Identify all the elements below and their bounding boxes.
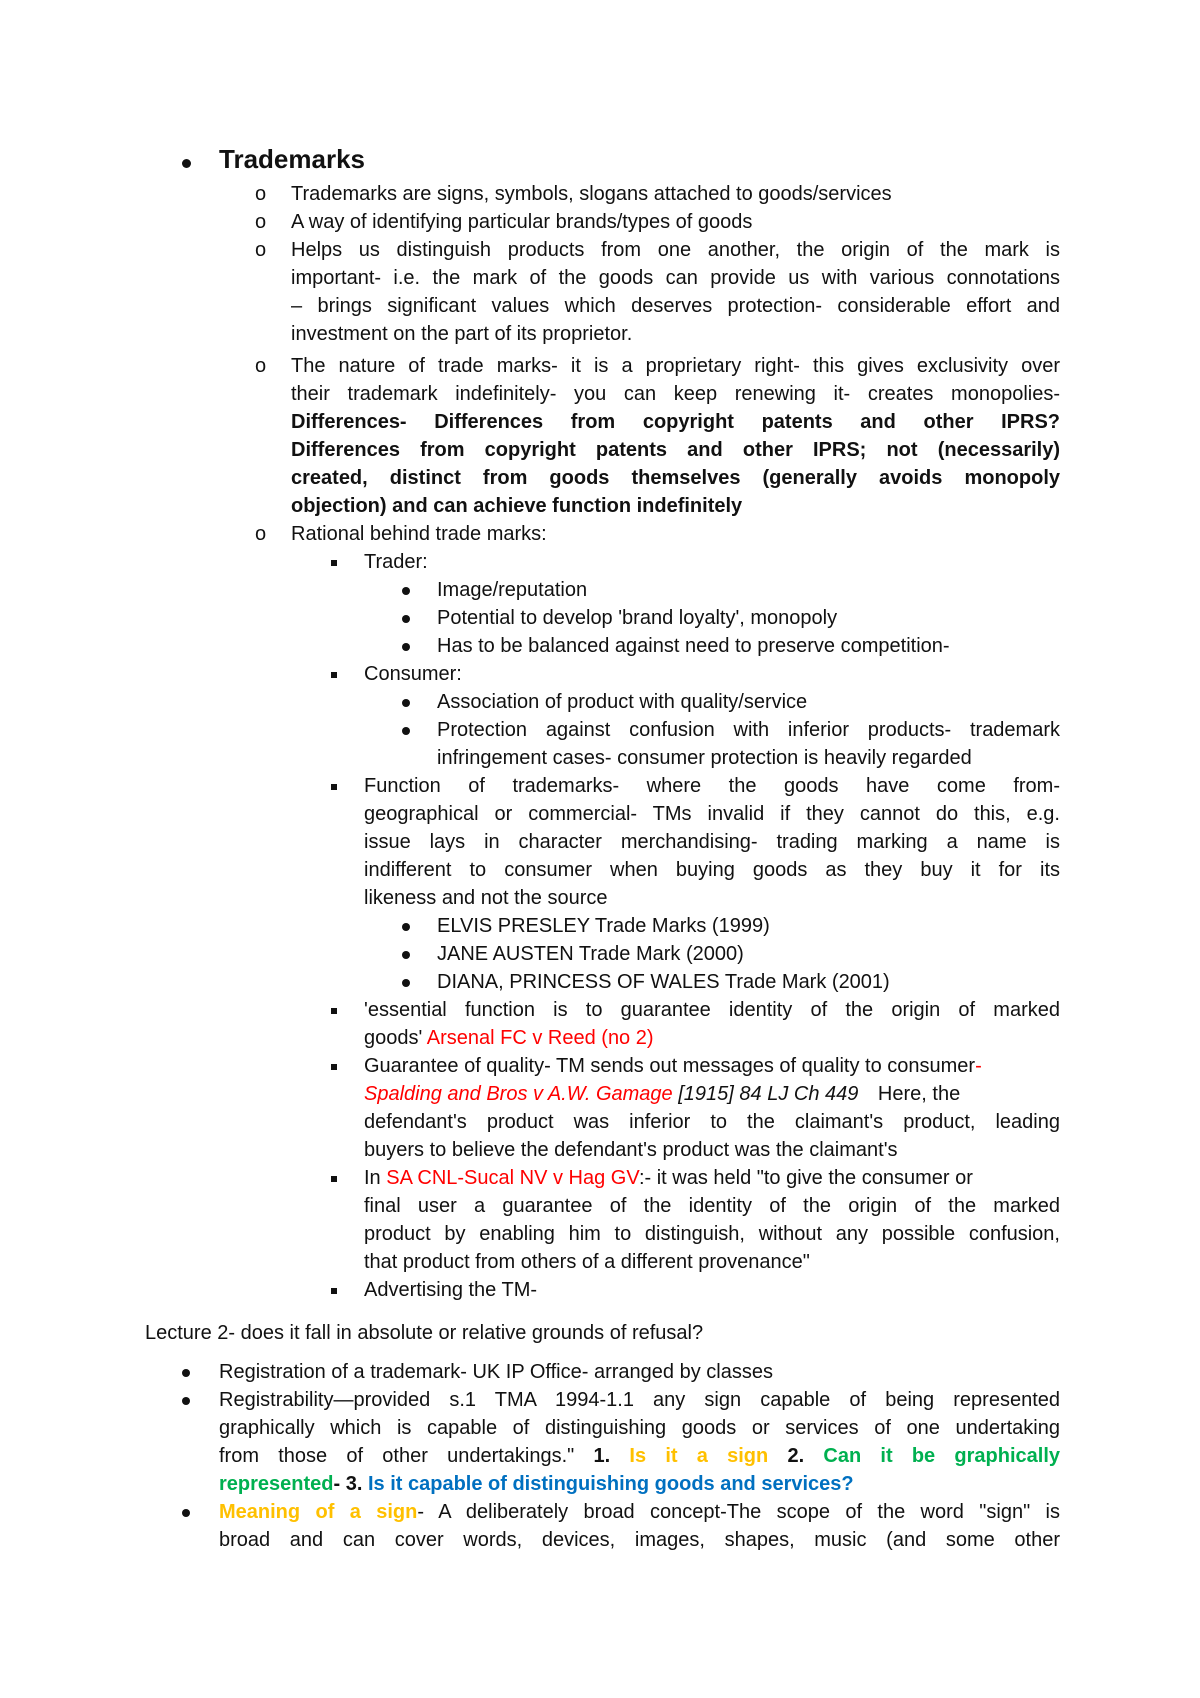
bullet-dot-icon: [182, 1397, 190, 1405]
list-item: Registration of a trademark- UK IP Office- arranged by classes: [219, 1361, 773, 1383]
paragraph-line: – brings significant values which deserves protection- considerable effort and: [291, 295, 1060, 317]
paragraph-line: investment on the part of its proprietor.: [291, 323, 633, 345]
question-graphical-cont: represented: [219, 1473, 334, 1495]
paragraph-line: Function of trademarks- where the goods have come from-: [364, 775, 1060, 797]
list-item: Association of product with quality/service: [437, 691, 808, 713]
paragraph-line: [219, 1471, 854, 1499]
list-item: infringement cases- consumer protection is heavily regarded: [437, 747, 972, 769]
section-title: Trademarks: [219, 144, 365, 174]
paragraph: Rational behind trade marks:: [291, 523, 547, 545]
list-marker-o: o: [255, 355, 267, 377]
text-run: from those of other undertakings.": [219, 1445, 575, 1467]
citation-ref: [1915] 84 LJ Ch 449: [672, 1083, 859, 1105]
list-marker-o: o: [255, 239, 267, 261]
bullet-dot-icon: [402, 951, 410, 959]
paragraph-line: indifferent to consumer when buying goods as they buy it for its: [364, 859, 1060, 881]
list-item: Protection against confusion with inferior products- trademark: [437, 719, 1060, 741]
case-item: DIANA, PRINCESS OF WALES Trade Mark (2001): [437, 971, 890, 993]
bullet-dot-icon: [182, 1369, 190, 1377]
paragraph-line: The nature of trade marks- it is a proprietary right- this gives exclusivity over: [291, 355, 1060, 377]
text-run: -: [975, 1055, 982, 1077]
case-item: ELVIS PRESLEY Trade Marks (1999): [437, 915, 770, 937]
paragraph-line: [364, 1165, 973, 1193]
bullet-dot-icon: [182, 159, 191, 168]
paragraph: A way of identifying particular brands/types of goods: [291, 211, 753, 233]
paragraph-line: product by enabling him to distinguish, without any possible confusion,: [364, 1223, 1060, 1245]
bullet-dot-icon: [402, 615, 410, 623]
paragraph-line: [219, 1499, 1060, 1527]
text-run: - A deliberately broad concept-The scope of the word "sign" is: [417, 1501, 1060, 1523]
paragraph-line-bold: Differences from copyright patents and other IPRS; not (necessarily): [291, 439, 1060, 461]
paragraph-line: [219, 1443, 1060, 1471]
square-bullet-icon: [331, 1064, 337, 1070]
list-marker-o: o: [255, 211, 267, 233]
paragraph-line: graphically which is capable of distinguishing goods or services of one undertaking: [219, 1417, 1060, 1439]
paragraph-line: buyers to believe the defendant's product was the claimant's: [364, 1139, 898, 1161]
paragraph-line: their trademark indefinitely- you can keep renewing it- creates monopolies-: [291, 383, 1060, 405]
question-distinguishing: Is it capable of distinguishing goods and services?: [367, 1473, 854, 1495]
paragraph: Trademarks are signs, symbols, slogans attached to goods/services: [291, 183, 892, 205]
list-marker-o: o: [255, 523, 267, 545]
bullet-dot-icon: [402, 699, 410, 707]
paragraph-line: that product from others of a different provenance": [364, 1251, 810, 1273]
question-sign: Is it a sign: [629, 1445, 769, 1467]
text-run: :- it was held "to give the consumer or: [638, 1167, 973, 1189]
paragraph-line-bold: objection) and can achieve function indefinitely: [291, 495, 743, 517]
question-number: 3.: [345, 1473, 363, 1495]
paragraph-line: [364, 1053, 982, 1081]
text-run: -: [333, 1473, 341, 1495]
case-citation: Spalding and Bros v A.W. Gamage: [364, 1083, 673, 1105]
bullet-dot-icon: [402, 923, 410, 931]
list-marker-o: o: [255, 183, 267, 205]
sub-heading: Consumer:: [364, 663, 462, 685]
case-citation: SA CNL-Sucal NV v Hag GV: [386, 1167, 639, 1189]
paragraph-line-bold: Differences- Differences from copyright patents and other IPRS?: [291, 411, 1060, 433]
paragraph-line: likeness and not the source: [364, 887, 608, 909]
paragraph-line: geographical or commercial- TMs invalid if they cannot do this, e.g.: [364, 803, 1060, 825]
paragraph-line: [364, 1081, 960, 1109]
bullet-dot-icon: [402, 979, 410, 987]
question-graphical: Can it be graphically: [823, 1445, 1060, 1467]
paragraph-line: Advertising the TM-: [364, 1279, 538, 1301]
square-bullet-icon: [331, 672, 337, 678]
question-number: 1.: [593, 1445, 611, 1467]
paragraph-line: [364, 1025, 654, 1053]
paragraph-line: defendant's product was inferior to the claimant's product, leading: [364, 1111, 1060, 1133]
paragraph-line: broad and can cover words, devices, images, shapes, music (and some other: [219, 1529, 1060, 1551]
sign-heading: Meaning of a sign: [219, 1501, 418, 1523]
case-citation: Arsenal FC v Reed (no 2): [426, 1027, 654, 1049]
paragraph-line: issue lays in character merchandising- trading marking a name is: [364, 831, 1060, 853]
text-run: Here, the: [872, 1083, 961, 1105]
bullet-dot-icon: [182, 1509, 190, 1517]
text-run: goods': [364, 1027, 427, 1049]
question-number: 2.: [787, 1445, 805, 1467]
bullet-dot-icon: [402, 643, 410, 651]
paragraph-line: important- i.e. the mark of the goods can provide us with various connotations: [291, 267, 1060, 289]
paragraph-line: final user a guarantee of the identity of the origin of the marked: [364, 1195, 1060, 1217]
square-bullet-icon: [331, 1008, 337, 1014]
list-item: Potential to develop 'brand loyalty', monopoly: [437, 607, 838, 629]
lecture-heading: Lecture 2- does it fall in absolute or relative grounds of refusal?: [145, 1322, 704, 1344]
square-bullet-icon: [331, 1288, 337, 1294]
paragraph-line: Helps us distinguish products from one another, the origin of the mark is: [291, 239, 1060, 261]
bullet-dot-icon: [402, 727, 410, 735]
square-bullet-icon: [331, 784, 337, 790]
list-item: Has to be balanced against need to preserve competition-: [437, 635, 950, 657]
case-item: JANE AUSTEN Trade Mark (2000): [437, 943, 744, 965]
square-bullet-icon: [331, 560, 337, 566]
paragraph-line: Registrability—provided s.1 TMA 1994-1.1 any sign capable of being represented: [219, 1389, 1060, 1411]
sub-heading: Trader:: [364, 551, 428, 573]
text-run: Guarantee of quality- TM sends out messages of quality to consumer: [364, 1055, 976, 1077]
bullet-dot-icon: [402, 587, 410, 595]
list-item: Image/reputation: [437, 579, 588, 601]
paragraph-line-bold: created, distinct from goods themselves (generally avoids monopoly: [291, 467, 1060, 489]
square-bullet-icon: [331, 1176, 337, 1182]
text-run: In: [364, 1167, 387, 1189]
paragraph-line: 'essential function is to guarantee identity of the origin of marked: [364, 999, 1060, 1021]
